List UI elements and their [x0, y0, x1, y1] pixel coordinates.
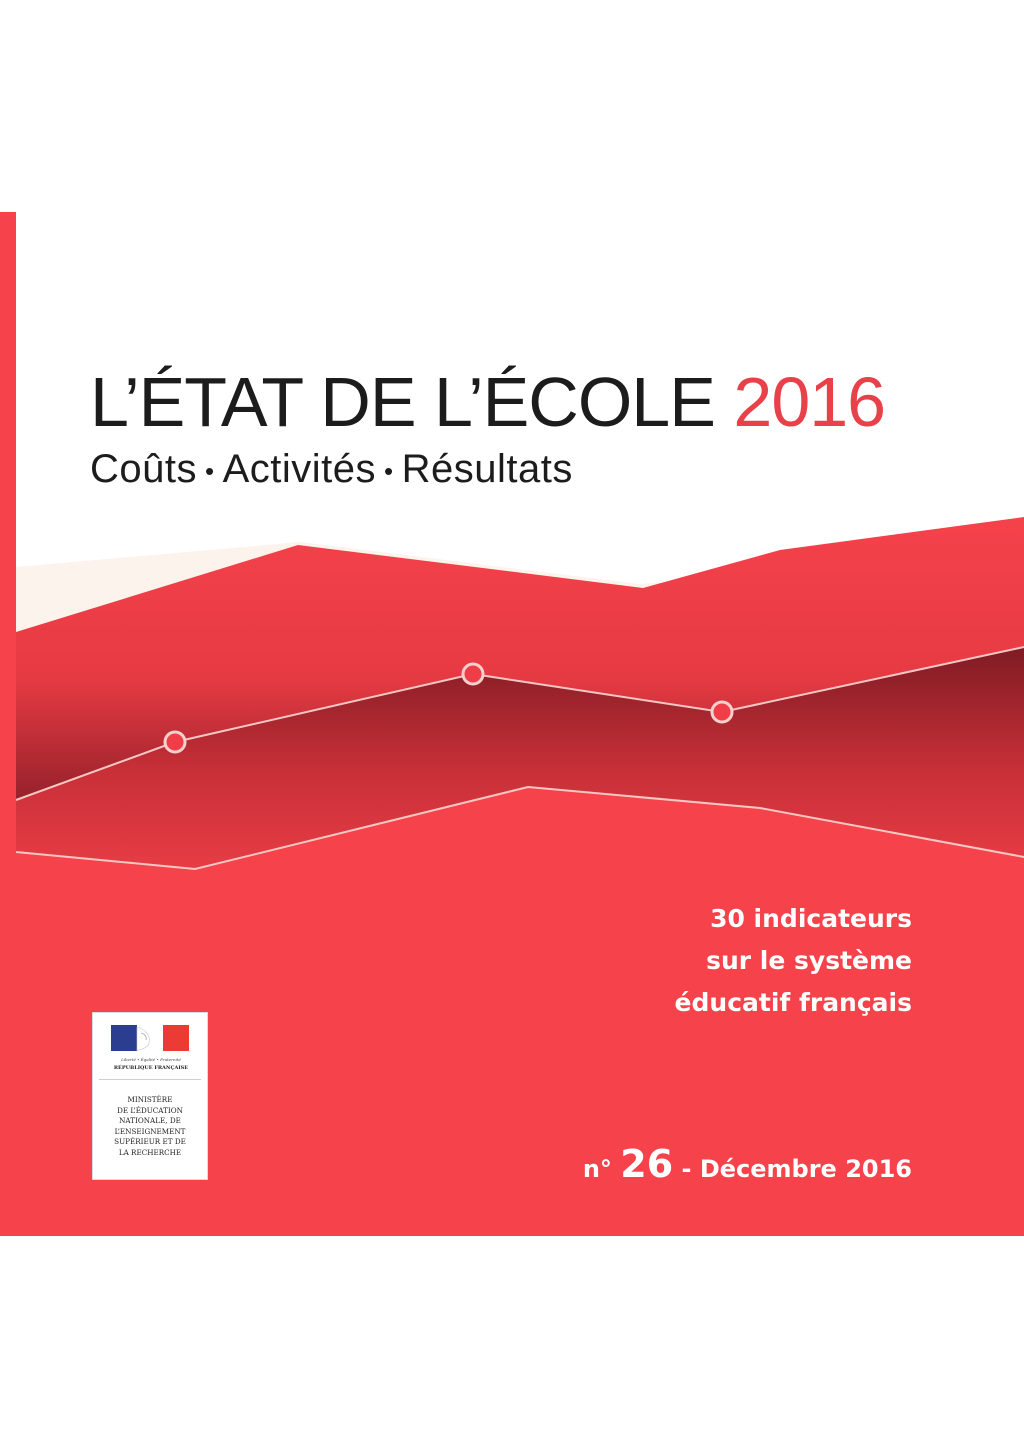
tagline-line: 30 indicateurs [710, 904, 912, 933]
ministry-line: NATIONALE, DE [119, 1116, 181, 1125]
tagline-line: sur le système [706, 946, 912, 975]
marianne-flag-icon [93, 1013, 207, 1057]
trend-point [463, 664, 483, 684]
ministry-line: DE L’ÉDUCATION [117, 1105, 183, 1115]
tagline [675, 898, 912, 1024]
trend-point [165, 732, 185, 752]
logo-divider [99, 1079, 201, 1080]
left-accent-bar [0, 212, 16, 1236]
ministry-line: LA RECHERCHE [118, 1147, 182, 1157]
title-main: L’ÉTAT DE L’ÉCOLE [90, 363, 715, 441]
report-title [90, 362, 990, 442]
report-cover [0, 212, 1024, 1236]
report-subtitle [90, 444, 990, 496]
issue-date: - Décembre 2016 [681, 1155, 912, 1183]
trend-point [712, 702, 732, 722]
ministry-line: L’ENSEIGNEMENT [114, 1126, 186, 1136]
logo-ministry [97, 1095, 203, 1158]
ministry-line: MINISTÈRE [127, 1095, 173, 1104]
ministry-logo [92, 1012, 208, 1180]
logo-republic: RÉPUBLIQUE FRANÇAISE [113, 1065, 189, 1071]
subtitle-activities: Activités [222, 447, 377, 491]
ministry-line: SUPÉRIEUR ET DE [114, 1137, 186, 1146]
issue-prefix: n° [582, 1155, 612, 1183]
title-block [90, 362, 990, 496]
logo-motto: Liberté • Égalité • Fraternité [121, 1057, 181, 1062]
tagline-line: éducatif français [674, 988, 912, 1017]
issue-label [583, 1142, 912, 1186]
title-year: 2016 [733, 363, 886, 441]
issue-number: 26 [620, 1142, 674, 1186]
bullet-separator: • [384, 456, 394, 487]
subtitle-costs: Coûts [90, 447, 197, 491]
bullet-separator: • [205, 456, 215, 487]
subtitle-results: Résultats [401, 447, 573, 491]
